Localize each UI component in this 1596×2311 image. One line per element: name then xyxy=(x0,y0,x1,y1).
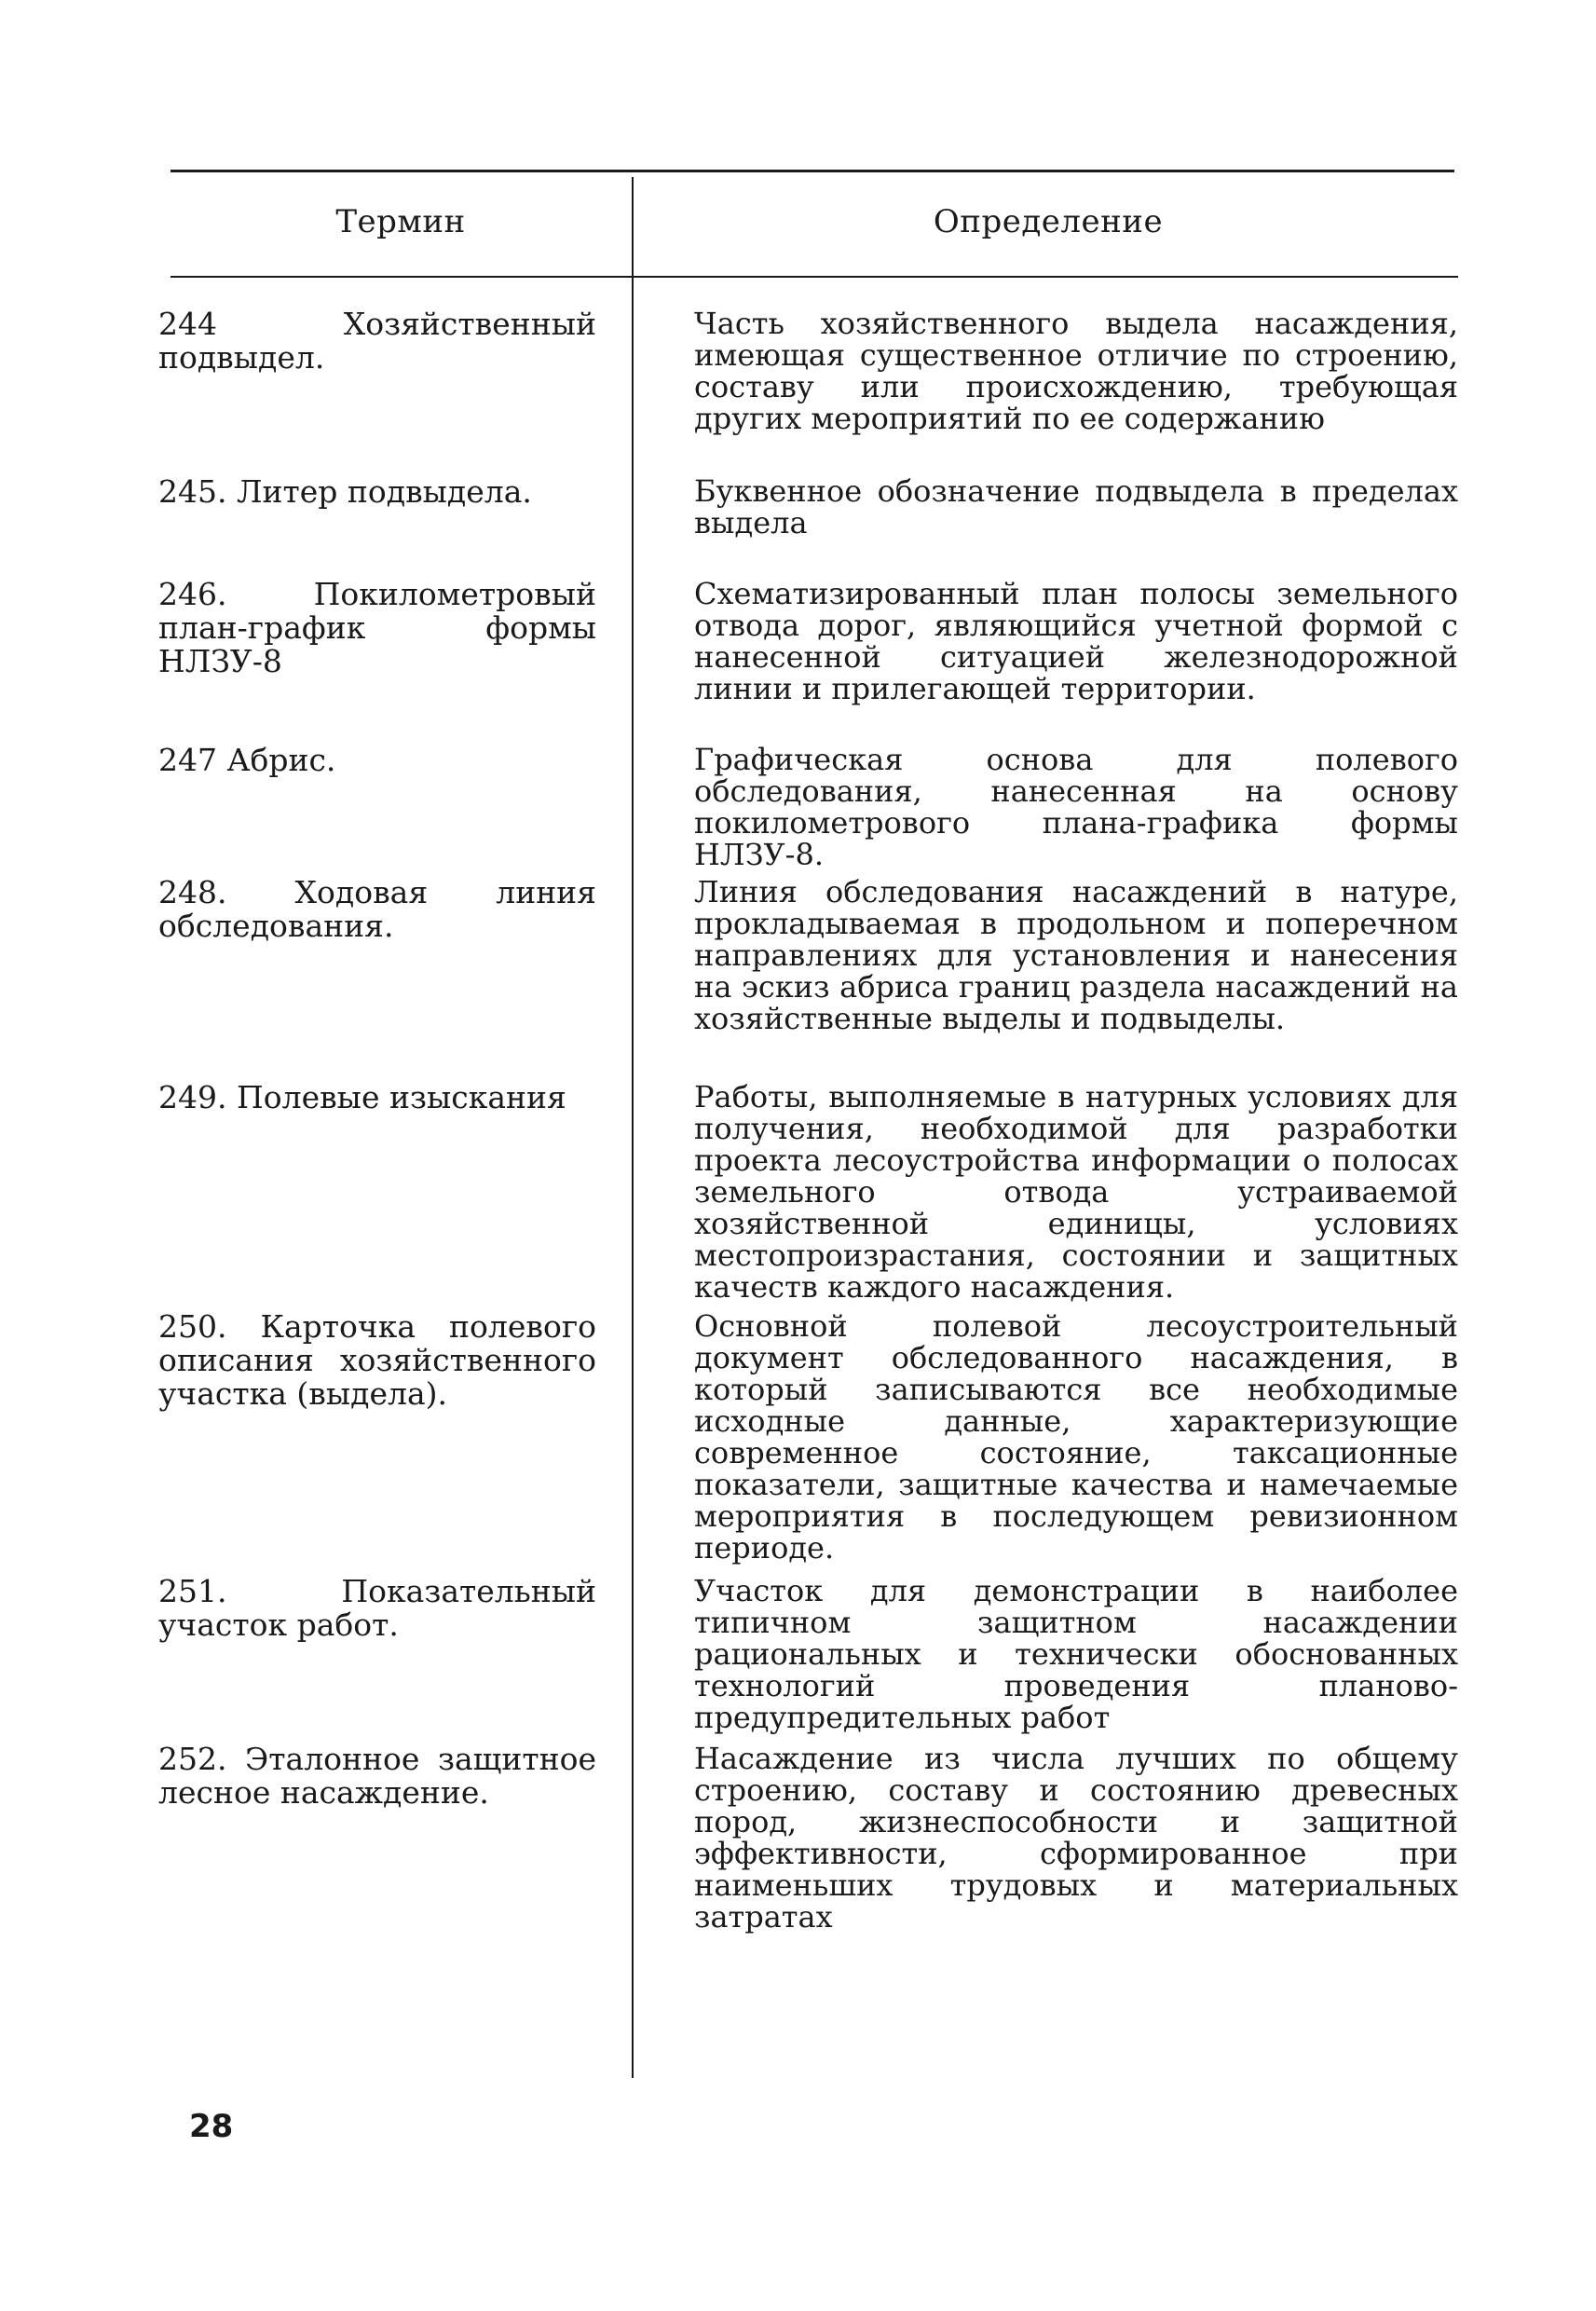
term-249: 249. Полевые изыскания xyxy=(158,1079,566,1115)
definition-244: Часть хозяйственного выдела насаждения, имеющая существенное отличие по строению, составу или происхождению, требующая других мероприятий по ее содержанию xyxy=(694,306,1458,436)
table-column-divider xyxy=(632,177,634,2078)
definition-246: Схематизированный план полосы земельного отвода дорог, являющийся учетной формой с нанесенной ситуацией железнодорожной линии и прилегающей территории. xyxy=(694,576,1458,706)
definition-251: Участок для демонстрации в наиболее типичном защитном насаждении рациональных и технически обоснованных технологий проведения планово-предупредительных работ xyxy=(694,1573,1458,1735)
term-252: 252. Эталонное защитное лесное насаждение. xyxy=(158,1741,596,1811)
term-246: 246. Покилометровый план-график формы НЛЗУ-8 xyxy=(158,576,596,679)
definition-250: Основной полевой лесоустроительный документ обследованного насаждения, в который записываются все необходимые исходные данные, характеризующие современное состояние, таксационные показатели, защитные качества и намечаемые мероприятия в последующем ревизионном периоде. xyxy=(694,1308,1458,1566)
definition-248: Линия обследования насаждений в натуре, прокладываемая в продольном и поперечном направлениях для установления и нанесения на эскиз абриса границ раздела насаждений на хозяйственные выделы и подвыделы. xyxy=(694,874,1458,1036)
term-250: 250. Карточка полевого описания хозяйственного участка (выдела). xyxy=(158,1308,596,1412)
table-top-rule xyxy=(171,170,1454,172)
definition-247: Графическая основа для полевого обследования, нанесенная на основу покилометрового плана-графика формы НЛЗУ-8. xyxy=(694,742,1458,872)
definition-245: Буквенное обозначение подвыдела в пределах выдела xyxy=(694,473,1458,540)
definition-252: Насаждение из числа лучших по общему строению, составу и состоянию древесных пород, жизнеспособности и защитной эффективности, сформированное при наименьших трудовых и материальных затратах xyxy=(694,1741,1458,1935)
term-244: 244 Хозяйственный подвыдел. xyxy=(158,306,596,376)
term-245: 245. Литер подвыдела. xyxy=(158,473,532,510)
column-header-definition: Определение xyxy=(933,203,1164,240)
page-number: 28 xyxy=(189,2108,234,2145)
term-248: 248. Ходовая линия обследования. xyxy=(158,874,596,944)
term-251: 251. Показательный участок работ. xyxy=(158,1573,596,1643)
term-247: 247 Абрис. xyxy=(158,742,336,778)
table-header-rule xyxy=(171,276,1458,278)
column-header-term: Термин xyxy=(335,203,466,240)
definition-249: Работы, выполняемые в натурных условиях для получения, необходимой для разработки проекта лесоустройства информации о полосах земельного отвода устраиваемой хозяйственной единицы, условиях местопроизрастания, состоянии и защитных качеств каждого насаждения. xyxy=(694,1079,1458,1305)
